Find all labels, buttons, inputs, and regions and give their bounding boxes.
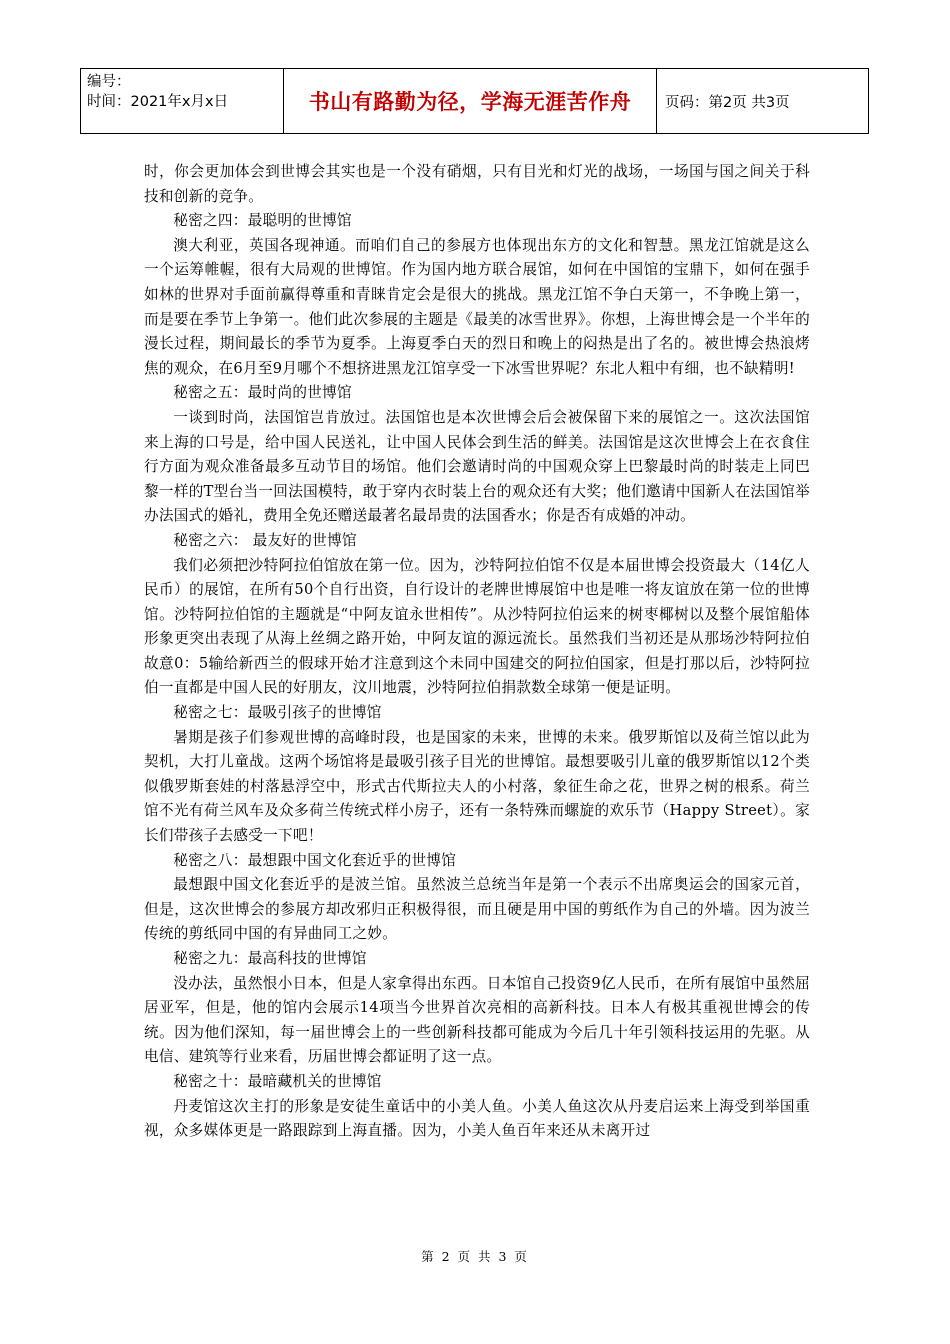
body-paragraph: 我们必须把沙特阿拉伯馆放在第一位。因为，沙特阿拉伯馆不仅是本届世博会投资最大（14亿人民币）的展馆，在所有50个自行出资，自行设计的老牌世博展馆中也是唯一将友谊放在第一位的世博馆。沙特阿拉伯馆的主题就是“中阿友谊永世相传”。从沙特阿拉伯运来的树枣椰树以及整个展馆船体形象更突出表现了从海上丝绸之路开始，中阿友谊的源远流长。虽然我们当初还是从那场沙特阿拉伯故意0：5输给新西兰的假球开始才注意到这个未同中国建交的阿拉伯国家，但是打那以后，沙特阿拉伯一直都是中国人民的好朋友，汶川地震，沙特阿拉伯捐款数全球第一便是证明。 <box>144 556 810 697</box>
section-heading: 秘密之四：最聪明的世博馆 <box>173 212 352 230</box>
page-header <box>80 68 869 134</box>
date-label: 时间：2021年x月x日 <box>87 94 229 110</box>
header-meta-cell <box>81 69 284 133</box>
code-label: 编号： <box>87 74 131 90</box>
body-paragraph: 澳大利亚，英国各现神通。而咱们自己的参展方也体现出东方的文化和智慧。黑龙江馆就是这么一个运筹帷幄，很有大局观的世博馆。作为国内地方联合展馆，如何在中国馆的宝鼎下，如何在强手如林的世界对手面前赢得尊重和青睐肯定会是很大的挑战。黑龙江馆不争白天第一，不争晚上第一，而是要在季节上争第一。他们此次参展的主题是《最美的冰雪世界》。你想，上海世博会是一个半年的漫长过程，期间最长的季节为夏季。上海夏季白天的烈日和晚上的闷热是出了名的。被世博会热浪烤焦的观众，在6月至9月哪个不想挤进黑龙江馆享受一下冰雪世界呢？东北人粗中有细，也不缺精明! <box>144 236 810 377</box>
page-footer: 第 2 页 共 3 页 <box>421 1249 529 1264</box>
body-paragraph: 暑期是孩子们参观世博的高峰时段，也是国家的未来，世博的未来。俄罗斯馆以及荷兰馆以此为契机，大打儿童战。这两个场馆将是最吸引孩子目光的世博馆。最想要吸引儿童的俄罗斯馆以12个类似俄罗斯套娃的村落悬浮空中，形式古代斯拉夫人的小村落，象征生命之花，世界之树的根系。荷兰馆不光有荷兰风车及众多荷兰传统式样小房子，还有一条特殊而螺旋的欢乐节（Happy Street）。家长们带孩子去感受一下吧！ <box>144 728 810 845</box>
body-paragraph: 一谈到时尚，法国馆岂肯放过。法国馆也是本次世博会后会被保留下来的展馆之一。这次法国馆来上海的口号是，给中国人民送礼，让中国人民体会到生活的鲜美。法国馆是这次世博会上在衣食住行方面为观众准备最多互动节目的场馆。他们会邀请时尚的中国观众穿上巴黎最时尚的时装走上同巴黎一样的T型台当一回法国模特，敢于穿内衣时装上台的观众还有大奖；他们邀请中国新人在法国馆举办法国式的婚礼，费用全免还赠送最著名最昂贵的法国香水；你是否有成婚的冲动。 <box>144 408 810 525</box>
header-motto: 书山有路勤为径，学海无涯苦作舟 <box>284 69 657 133</box>
section-heading: 秘密之五：最时尚的世博馆 <box>173 384 352 402</box>
section-heading: 秘密之六： 最友好的世博馆 <box>173 531 357 549</box>
header-page-info: 页码：第2页 共3页 <box>665 94 790 111</box>
body-paragraph: 丹麦馆这次主打的形象是安徒生童话中的小美人鱼。小美人鱼这次从丹麦启运来上海受到举国重视，众多媒体更是一路跟踪到上海直播。因为，小美人鱼百年来还从未离开过 <box>144 1097 810 1140</box>
document-body <box>144 160 810 1144</box>
section-heading: 秘密之十：最暗藏机关的世博馆 <box>173 1072 382 1090</box>
section-heading: 秘密之九：最高科技的世博馆 <box>173 950 367 967</box>
body-paragraph: 时，你会更加体会到世博会其实也是一个没有硝烟，只有目光和灯光的战场，一场国与国之间关于科技和创新的竞争。 <box>144 163 810 205</box>
body-paragraph: 最想跟中国文化套近乎的是波兰馆。虽然波兰总统当年是第一个表示不出席奥运会的国家元首，但是，这次世博会的参展方却改邪归正积极得很，而且硬是用中国的剪纸作为自己的外墙。因为波兰传统的剪纸同中国的有异曲同工之妙。 <box>144 876 810 943</box>
section-heading: 秘密之八：最想跟中国文化套近乎的世博馆 <box>173 851 457 869</box>
body-paragraph: 没办法，虽然恨小日本，但是人家拿得出东西。日本馆自己投资9亿人民币，在所有展馆中虽然屈居亚军，但是，他的馆内会展示14项当今世界首次亮相的高新科技。日本人有极其重视世博会的传统。因为他们深知，每一届世博会上的一些创新科技都可能成为今后几十年引领科技运用的先驱。从电信、建筑等行业来看，历届世博会都证明了这一点。 <box>144 974 810 1066</box>
section-heading: 秘密之七：最吸引孩子的世博馆 <box>173 704 382 722</box>
